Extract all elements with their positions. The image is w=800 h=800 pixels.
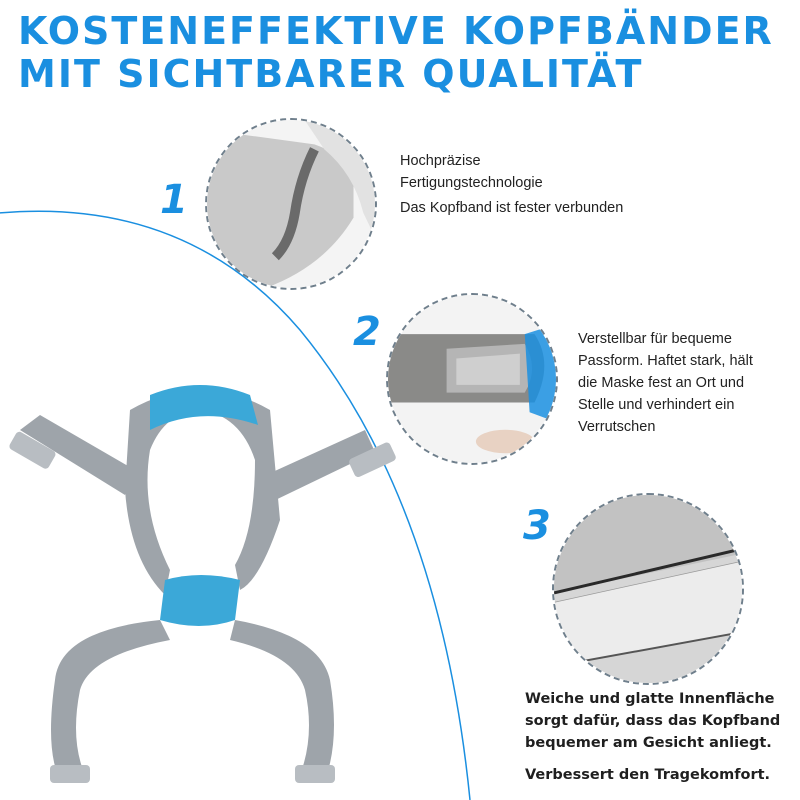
feature-2-line: Verstellbar für bequeme: [578, 331, 732, 347]
feature-3-line: Weiche und glatte Innenfläche: [525, 691, 775, 707]
feature-3-description: [525, 688, 780, 786]
feature-1-extra: Das Kopfband ist fester verbunden: [400, 200, 624, 216]
feature-2-line: Passform. Haftet stark, hält: [578, 353, 753, 369]
feature-3-closeup-image: [552, 493, 744, 685]
feature-number-1: 1: [160, 177, 188, 223]
feature-2-line: die Maske fest an Ort und: [578, 375, 745, 391]
feature-number-2: 2: [353, 309, 381, 355]
feature-1-description: [400, 150, 623, 219]
feature-3-line: sorgt dafür, dass das Kopfband: [525, 713, 781, 729]
feature-1-line: Fertigungstechnologie: [400, 175, 543, 191]
headline-line-1: KOSTENEFFEKTIVE KOPFBÄNDER: [18, 9, 774, 53]
feature-3-line: bequemer am Gesicht anliegt.: [525, 735, 772, 751]
feature-number-3: 3: [523, 503, 551, 549]
headline-line-2: MIT SICHTBARER QUALITÄT: [18, 52, 644, 96]
headgear-strap-image: [0, 370, 420, 790]
feature-1-line: Hochpräzise: [400, 153, 481, 169]
feature-1-closeup-image: [205, 118, 377, 290]
stitched-seam-photo: [207, 120, 375, 288]
feature-3-extra: Verbessert den Tragekomfort.: [525, 767, 771, 783]
feature-2-line: Stelle und verhindert ein: [578, 397, 735, 413]
smooth-surface-photo: [554, 495, 742, 683]
feature-2-line: Verrutschen: [578, 419, 656, 435]
feature-2-description: [578, 328, 753, 438]
